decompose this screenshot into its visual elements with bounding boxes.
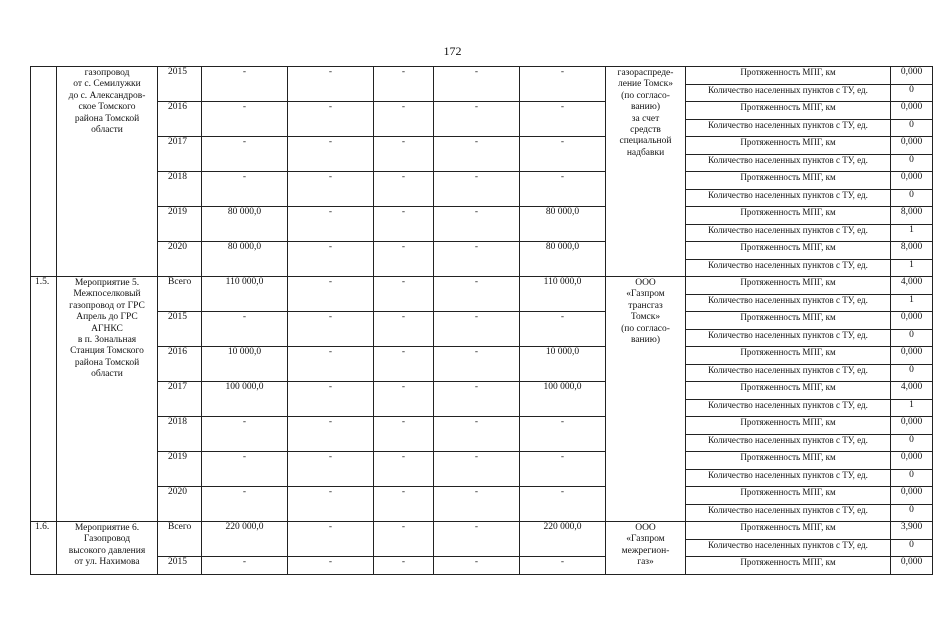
- year-cell: 2017: [158, 137, 202, 172]
- indicator-value-cell: 0: [891, 539, 933, 557]
- regional-cell: -: [374, 67, 434, 102]
- federal-cell: -: [288, 347, 374, 382]
- table-row: [31, 487, 933, 505]
- total-cell: 80 000,0: [202, 207, 288, 242]
- table-row: [31, 382, 933, 400]
- indicator-value-cell: 0: [891, 504, 933, 522]
- indicator-value-cell: 0,000: [891, 102, 933, 120]
- indicator-value-cell: 0,000: [891, 347, 933, 365]
- indicator-name-cell: Протяженность МПГ, км: [686, 137, 891, 155]
- extra-budget-cell: 10 000,0: [520, 347, 606, 382]
- indicator-name-cell: Количество населенных пунктов с ТУ, ед.: [686, 329, 891, 347]
- regional-cell: -: [374, 452, 434, 487]
- indicator-name-cell: Количество населенных пунктов с ТУ, ед.: [686, 119, 891, 137]
- table-row: [31, 417, 933, 435]
- table-row: [31, 137, 933, 155]
- total-cell: 110 000,0: [202, 277, 288, 312]
- regional-cell: -: [374, 137, 434, 172]
- extra-budget-cell: -: [520, 557, 606, 575]
- table-row: [31, 277, 933, 295]
- item-number-cell: [31, 67, 57, 277]
- indicator-value-cell: 0: [891, 469, 933, 487]
- federal-cell: -: [288, 207, 374, 242]
- executor-cell: ООО «Газпром межрегион- газ»: [606, 522, 686, 575]
- indicator-value-cell: 0: [891, 154, 933, 172]
- indicator-value-cell: 3,900: [891, 522, 933, 540]
- local-cell: -: [434, 452, 520, 487]
- local-cell: -: [434, 242, 520, 277]
- item-number-cell: 1.5.: [31, 277, 57, 522]
- table-row: [31, 312, 933, 330]
- indicator-name-cell: Количество населенных пунктов с ТУ, ед.: [686, 364, 891, 382]
- year-cell: 2017: [158, 382, 202, 417]
- total-cell: -: [202, 557, 288, 575]
- indicator-name-cell: Протяженность МПГ, км: [686, 172, 891, 190]
- regional-cell: -: [374, 172, 434, 207]
- indicator-name-cell: Протяженность МПГ, км: [686, 312, 891, 330]
- local-cell: -: [434, 417, 520, 452]
- indicator-name-cell: Протяженность МПГ, км: [686, 452, 891, 470]
- regional-cell: -: [374, 207, 434, 242]
- total-cell: -: [202, 312, 288, 347]
- regional-cell: -: [374, 417, 434, 452]
- extra-budget-cell: 80 000,0: [520, 207, 606, 242]
- indicator-value-cell: 1: [891, 399, 933, 417]
- year-cell: Всего: [158, 522, 202, 557]
- indicator-value-cell: 0,000: [891, 557, 933, 575]
- local-cell: -: [434, 522, 520, 557]
- extra-budget-cell: -: [520, 487, 606, 522]
- table-row: [31, 452, 933, 470]
- item-number-cell: 1.6.: [31, 522, 57, 575]
- federal-cell: -: [288, 137, 374, 172]
- local-cell: -: [434, 207, 520, 242]
- year-cell: 2015: [158, 67, 202, 102]
- regional-cell: -: [374, 102, 434, 137]
- total-cell: 80 000,0: [202, 242, 288, 277]
- indicator-value-cell: 0: [891, 364, 933, 382]
- indicator-name-cell: Протяженность МПГ, км: [686, 67, 891, 85]
- table-row: [31, 242, 933, 260]
- indicator-name-cell: Количество населенных пунктов с ТУ, ед.: [686, 294, 891, 312]
- extra-budget-cell: 100 000,0: [520, 382, 606, 417]
- total-cell: -: [202, 417, 288, 452]
- table-row: [31, 172, 933, 190]
- total-cell: -: [202, 67, 288, 102]
- table-row: [31, 522, 933, 540]
- local-cell: -: [434, 347, 520, 382]
- indicator-value-cell: 8,000: [891, 242, 933, 260]
- total-cell: 100 000,0: [202, 382, 288, 417]
- item-name-cell: Мероприятие 5. Межпоселковый газопровод от ГРС Апрель до ГРС АГНКС в п. Зональная Станция Томского района Томской области: [57, 277, 158, 522]
- indicator-value-cell: 0: [891, 84, 933, 102]
- indicator-name-cell: Протяженность МПГ, км: [686, 382, 891, 400]
- federal-cell: -: [288, 312, 374, 347]
- indicator-name-cell: Протяженность МПГ, км: [686, 522, 891, 540]
- extra-budget-cell: -: [520, 312, 606, 347]
- total-cell: -: [202, 102, 288, 137]
- federal-cell: -: [288, 102, 374, 137]
- indicator-name-cell: Протяженность МПГ, км: [686, 242, 891, 260]
- indicator-value-cell: 0,000: [891, 67, 933, 85]
- total-cell: -: [202, 172, 288, 207]
- year-cell: 2018: [158, 417, 202, 452]
- indicator-value-cell: 0,000: [891, 137, 933, 155]
- federal-cell: -: [288, 417, 374, 452]
- extra-budget-cell: -: [520, 452, 606, 487]
- regional-cell: -: [374, 557, 434, 575]
- extra-budget-cell: -: [520, 172, 606, 207]
- indicator-value-cell: 8,000: [891, 207, 933, 225]
- indicator-name-cell: Протяженность МПГ, км: [686, 102, 891, 120]
- local-cell: -: [434, 557, 520, 575]
- total-cell: -: [202, 452, 288, 487]
- indicator-name-cell: Протяженность МПГ, км: [686, 417, 891, 435]
- extra-budget-cell: -: [520, 67, 606, 102]
- regional-cell: -: [374, 312, 434, 347]
- local-cell: -: [434, 312, 520, 347]
- regional-cell: -: [374, 487, 434, 522]
- indicator-name-cell: Количество населенных пунктов с ТУ, ед.: [686, 504, 891, 522]
- year-cell: 2016: [158, 347, 202, 382]
- indicator-name-cell: Количество населенных пунктов с ТУ, ед.: [686, 84, 891, 102]
- federal-cell: -: [288, 67, 374, 102]
- indicator-value-cell: 0,000: [891, 417, 933, 435]
- indicator-value-cell: 0,000: [891, 312, 933, 330]
- table-row: [31, 67, 933, 85]
- extra-budget-cell: -: [520, 417, 606, 452]
- year-cell: 2016: [158, 102, 202, 137]
- table-row: [31, 102, 933, 120]
- regional-cell: -: [374, 382, 434, 417]
- indicator-name-cell: Количество населенных пунктов с ТУ, ед.: [686, 399, 891, 417]
- indicator-value-cell: 0: [891, 434, 933, 452]
- indicator-value-cell: 0,000: [891, 487, 933, 505]
- extra-budget-cell: 110 000,0: [520, 277, 606, 312]
- local-cell: -: [434, 382, 520, 417]
- year-cell: 2018: [158, 172, 202, 207]
- indicator-value-cell: 1: [891, 259, 933, 277]
- regional-cell: -: [374, 347, 434, 382]
- total-cell: 10 000,0: [202, 347, 288, 382]
- regional-cell: -: [374, 242, 434, 277]
- indicator-name-cell: Количество населенных пунктов с ТУ, ед.: [686, 469, 891, 487]
- indicator-name-cell: Количество населенных пунктов с ТУ, ед.: [686, 434, 891, 452]
- local-cell: -: [434, 67, 520, 102]
- extra-budget-cell: -: [520, 102, 606, 137]
- indicator-name-cell: Количество населенных пунктов с ТУ, ед.: [686, 224, 891, 242]
- table-row: [31, 557, 933, 575]
- indicator-value-cell: 4,000: [891, 382, 933, 400]
- indicator-name-cell: Протяженность МПГ, км: [686, 347, 891, 365]
- item-name-cell: газопровод от с. Семилужки до с. Александров- ское Томского района Томской области: [57, 67, 158, 277]
- year-cell: 2020: [158, 242, 202, 277]
- total-cell: -: [202, 487, 288, 522]
- indicator-value-cell: 1: [891, 294, 933, 312]
- indicator-value-cell: 0: [891, 329, 933, 347]
- federal-cell: -: [288, 487, 374, 522]
- year-cell: 2019: [158, 207, 202, 242]
- federal-cell: -: [288, 452, 374, 487]
- federal-cell: -: [288, 277, 374, 312]
- indicator-name-cell: Количество населенных пунктов с ТУ, ед.: [686, 539, 891, 557]
- federal-cell: -: [288, 522, 374, 557]
- year-cell: Всего: [158, 277, 202, 312]
- local-cell: -: [434, 137, 520, 172]
- federal-cell: -: [288, 382, 374, 417]
- local-cell: -: [434, 172, 520, 207]
- year-cell: 2019: [158, 452, 202, 487]
- extra-budget-cell: 220 000,0: [520, 522, 606, 557]
- page-number: 172: [443, 44, 462, 58]
- regional-cell: -: [374, 522, 434, 557]
- table-row: [31, 207, 933, 225]
- federal-cell: -: [288, 242, 374, 277]
- local-cell: -: [434, 487, 520, 522]
- indicator-value-cell: 0: [891, 119, 933, 137]
- year-cell: 2015: [158, 557, 202, 575]
- local-cell: -: [434, 277, 520, 312]
- federal-cell: -: [288, 557, 374, 575]
- local-cell: -: [434, 102, 520, 137]
- total-cell: -: [202, 137, 288, 172]
- item-name-cell: Мероприятие 6. Газопровод высокого давления от ул. Нахимова: [57, 522, 158, 575]
- extra-budget-cell: 80 000,0: [520, 242, 606, 277]
- federal-cell: -: [288, 172, 374, 207]
- executor-cell: газораспреде- ление Томск» (по согласо- ванию) за счет средств специальной надбавки: [606, 67, 686, 277]
- year-cell: 2015: [158, 312, 202, 347]
- indicator-name-cell: Протяженность МПГ, км: [686, 277, 891, 295]
- year-cell: 2020: [158, 487, 202, 522]
- indicator-value-cell: 0: [891, 189, 933, 207]
- total-cell: 220 000,0: [202, 522, 288, 557]
- indicator-value-cell: 4,000: [891, 277, 933, 295]
- regional-cell: -: [374, 277, 434, 312]
- program-table: [30, 66, 933, 575]
- executor-cell: ООО «Газпром трансгаз Томск» (по согласо- ванию): [606, 277, 686, 522]
- table-row: [31, 347, 933, 365]
- indicator-name-cell: Протяженность МПГ, км: [686, 557, 891, 575]
- indicator-value-cell: 0,000: [891, 452, 933, 470]
- indicator-name-cell: Количество населенных пунктов с ТУ, ед.: [686, 259, 891, 277]
- indicator-value-cell: 0,000: [891, 172, 933, 190]
- indicator-name-cell: Количество населенных пунктов с ТУ, ед.: [686, 189, 891, 207]
- indicator-name-cell: Протяженность МПГ, км: [686, 487, 891, 505]
- indicator-name-cell: Протяженность МПГ, км: [686, 207, 891, 225]
- extra-budget-cell: -: [520, 137, 606, 172]
- indicator-name-cell: Количество населенных пунктов с ТУ, ед.: [686, 154, 891, 172]
- indicator-value-cell: 1: [891, 224, 933, 242]
